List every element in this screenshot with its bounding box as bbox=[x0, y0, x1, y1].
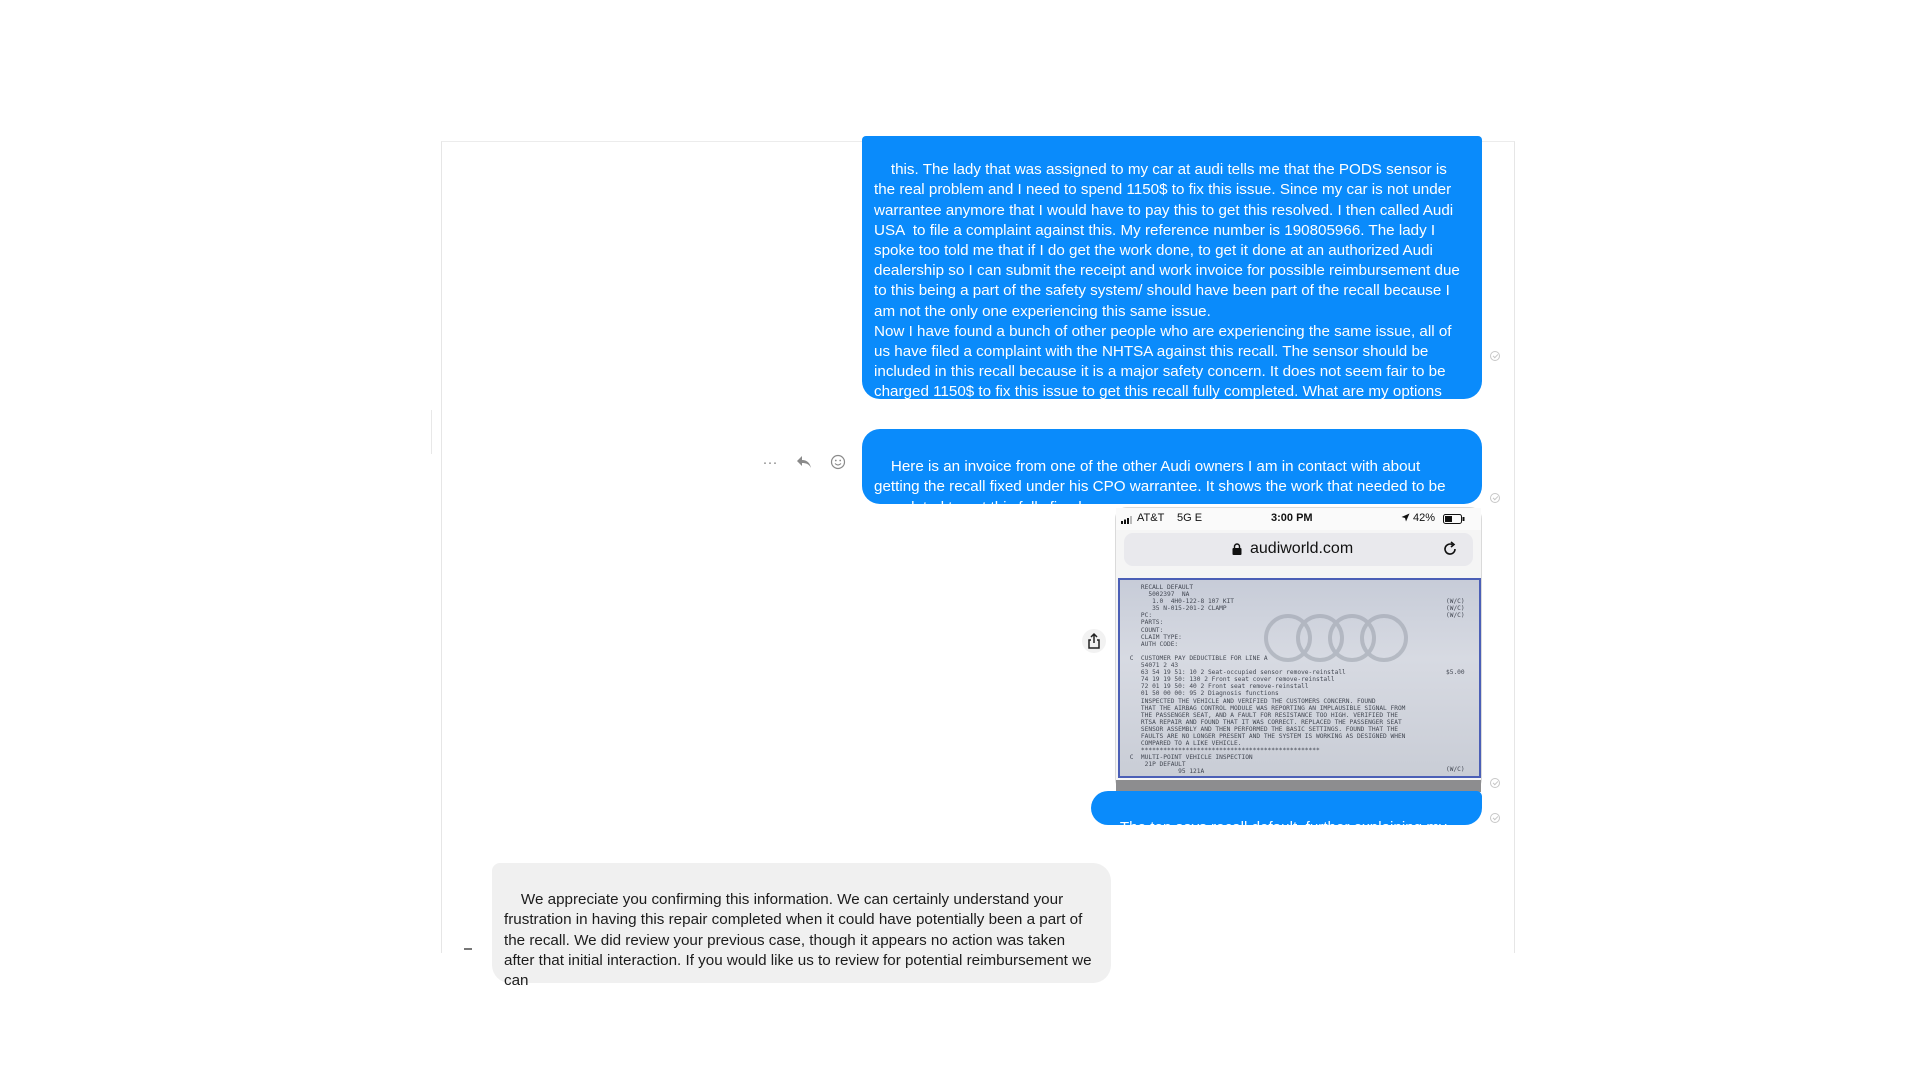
react-emoji-icon[interactable] bbox=[830, 454, 846, 470]
url-text: audiworld.com bbox=[1250, 540, 1354, 557]
battery-icon bbox=[1443, 514, 1465, 527]
invoice-text: RECALL DEFAULT 5002397 NA 1.0 4H0-122-8 107 KIT 35 N-015-201-2 CLAMP PC: PARTS: COUNT: CLAIM TYPE: AUTH CODE: C CUSTOMER PAY DEDUCTIBLE FOR LINE A 54071 2 43 63 54 19 51: 10 2 Seat-occupied sensor remove-reinstall 74 19 19 50: 130 2 Front seat cover remove-reinstall 72 01 19 50: 40 2 Front seat remove-reinstall 01 50 00 00: 95 2 Diagnosis functions INSPECTED THE VEHICLE AND VERIFIED THE CUSTOMERS CONCERN. FOUND THAT THE AIRBAG CONTROL MODULE WAS REPORTING AN IMPLAUSIBLE SIGNAL FROM THE PASSENGER SEAT, AND A FAULT FOR RESISTANCE TOO HIGH. VERIFIED THE RTSA REPAIR AND FOUND THAT IT WAS CORRECT. REPLACED THE PASSENGER SEAT SENSOR ASSEMBLY AND THEN PERFORMED THE BASIC SETTINGS. FOUND THAT THE FAULTS ARE NO LONGER PRESENT AND THE SYSTEM IS WORKING AS DESIGNED WHEN COMPARED TO A LIKE VEHICLE. ************************************************ C MULTI-POINT VEHICLE INSPECTION 21P DEFAULT 95 121A bbox=[1129, 584, 1406, 776]
sender-avatar bbox=[464, 948, 472, 950]
time-label: 3:00 PM bbox=[1271, 512, 1313, 524]
share-button[interactable] bbox=[1082, 629, 1106, 653]
message-text: Here is an invoice from one of the other Audi owners I am in contact with about getting the recall fixed under his CPO warrantee. It shows the work that needed to be completed to get this fully fixed. bbox=[874, 458, 1450, 516]
panel-edge-mark bbox=[431, 410, 432, 454]
invoice-photo bbox=[1118, 578, 1481, 778]
battery-label: 42% bbox=[1413, 512, 1436, 524]
message-outgoing-3[interactable] bbox=[1091, 791, 1482, 857]
image-attachment[interactable] bbox=[1115, 507, 1482, 791]
signal-icon bbox=[1121, 515, 1133, 527]
message-outgoing-2[interactable] bbox=[862, 429, 1482, 516]
invoice-right-column: (W/C) (W/C) (W/C) $5.00 bbox=[1446, 598, 1465, 676]
browser-address-bar bbox=[1124, 533, 1473, 566]
seen-check-icon bbox=[1490, 493, 1500, 503]
message-actions bbox=[762, 452, 846, 472]
chat-thread[interactable] bbox=[441, 141, 1515, 990]
reply-icon[interactable] bbox=[796, 454, 812, 470]
phone-status-bar bbox=[1116, 508, 1481, 530]
seen-check-icon bbox=[1490, 778, 1500, 788]
message-text: The top says recall default, further explaining my point. bbox=[1103, 819, 1451, 857]
seen-check-icon bbox=[1490, 813, 1500, 823]
location-arrow-icon bbox=[1401, 513, 1410, 525]
carrier-label: AT&T bbox=[1137, 512, 1165, 524]
share-icon bbox=[1087, 633, 1101, 649]
message-text: this. The lady that was assigned to my car at audi tells me that the PODS sensor is the real problem and I need to spend 1150$ to fix this issue. Since my car is not under warrantee anymore that I would have to pay this to get this resolved. I then called Audi USA to file a complaint against this. My reference number is 190805966. The lady I spoke too told me that if I do get the work done, to get it done at an authorized Audi dealership so I can submit the receipt and work invoice for possible reimbursement due to this being a part of the safety system/ should have been part of the recall because I am not the only one experiencing this same issue. Now I have found a bunch of other people who are experiencing the same issue, all of us have filed a complaint with the NHTSA against this recall. The sensor should be included in this recall because it is a major safety concern. It does not seem fair to be charged 1150$ to fix this issue to get this recall fully completed. What are my options here? Is there anything you can do to help? Thank you very much for getting back to me. bbox=[874, 161, 1470, 421]
network-label: 5G E bbox=[1177, 512, 1203, 524]
message-incoming-1[interactable] bbox=[492, 863, 1111, 990]
seen-check-icon bbox=[1490, 351, 1500, 361]
more-options-icon[interactable]: ··· bbox=[762, 453, 778, 471]
reload-icon bbox=[1441, 540, 1459, 558]
invoice-bottom-right: (W/C) bbox=[1446, 766, 1465, 773]
lock-icon bbox=[1232, 543, 1242, 555]
message-outgoing-1[interactable] bbox=[862, 136, 1482, 421]
message-text: We appreciate you confirming this information. We can certainly understand your frustration in having this repair completed when it could have potentially been a part of the recall. We did review your previous case, though it appears no action was taken after that initial interaction. If you would like us to review for potential reimbursement we can bbox=[504, 891, 1096, 990]
